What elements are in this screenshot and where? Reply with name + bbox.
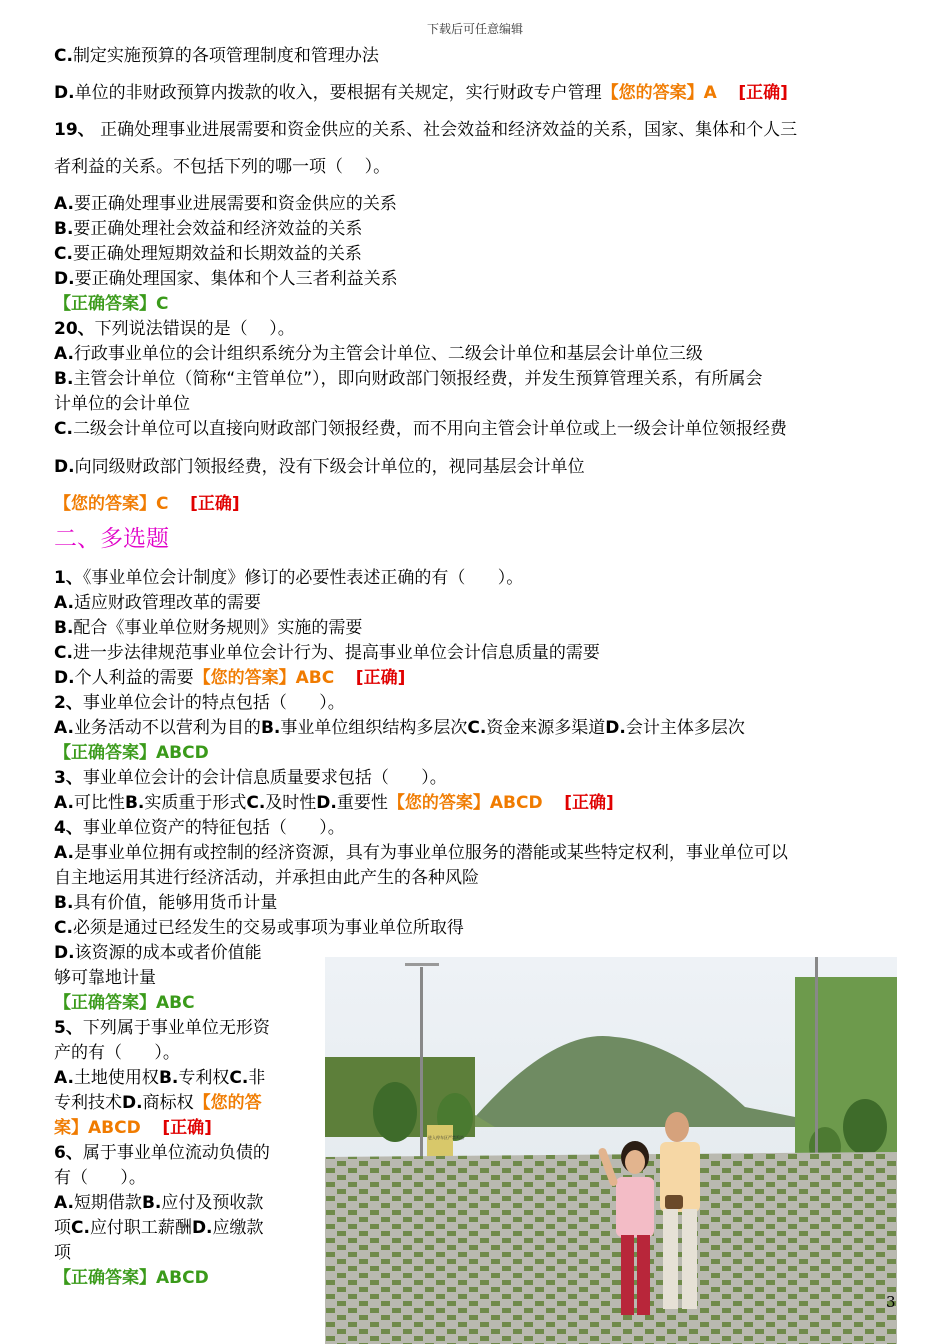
text-run: A. xyxy=(54,344,74,364)
text-run: 应付及预收款 xyxy=(161,1193,264,1213)
text-run: 要正确处理短期效益和长期效益的关系 xyxy=(72,244,362,264)
text-run: C. xyxy=(71,1218,90,1238)
text-line xyxy=(54,816,345,840)
text-run: 专利权 xyxy=(178,1068,230,1088)
text-run: A. xyxy=(54,1068,74,1088)
page-header: 下载后可任意编辑 xyxy=(426,22,523,36)
text-line xyxy=(54,492,240,516)
text-line xyxy=(54,1141,270,1165)
text-run: C. xyxy=(54,46,73,66)
text-line xyxy=(54,455,585,479)
text-run: 1、 xyxy=(54,568,83,588)
correct-mark: [正确] xyxy=(738,83,788,103)
text-run xyxy=(141,1118,163,1138)
text-run: A. xyxy=(54,194,74,214)
text-run xyxy=(334,668,356,688)
text-run: D. xyxy=(54,83,75,103)
text-run: 属于事业单位流动负债的 xyxy=(82,1143,270,1163)
text-line xyxy=(54,1016,270,1040)
text-run: 事业单位组织结构多层次 xyxy=(280,718,468,738)
text-run: 3、 xyxy=(54,768,83,788)
text-run: 具有价值，能够用货币计量 xyxy=(73,893,278,913)
text-run: C. xyxy=(54,643,73,663)
text-line xyxy=(54,155,390,179)
text-line xyxy=(54,417,787,441)
text-line xyxy=(54,716,745,740)
text-run: D. xyxy=(54,668,75,688)
text-run: A. xyxy=(54,793,74,813)
your-answer-label: 【您的答 xyxy=(193,1093,262,1113)
text-run: 项 xyxy=(54,1218,71,1238)
photo-couple-at-park xyxy=(325,957,897,1344)
text-run: 重要性 xyxy=(336,793,388,813)
text-run: 要正确处理国家、集体和个人三者利益关系 xyxy=(74,269,398,289)
text-run: B. xyxy=(158,1068,179,1088)
text-line xyxy=(54,118,797,142)
photo-sign-text: 进入停车区严禁鸣笛 xyxy=(428,1135,464,1140)
text-run: 20、 xyxy=(54,319,95,339)
text-run: 个人利益的需要 xyxy=(74,668,194,688)
text-line xyxy=(54,1266,209,1290)
text-run: B. xyxy=(54,893,74,913)
text-line xyxy=(54,217,362,241)
correct-answer-label: 【正确答案】ABCD xyxy=(54,743,209,763)
text-run: B. xyxy=(141,1193,162,1213)
text-run: 4、 xyxy=(54,818,83,838)
text-run xyxy=(543,793,565,813)
text-line xyxy=(54,392,190,416)
text-line xyxy=(54,1241,71,1265)
your-answer-label: 【您的答案】A xyxy=(601,83,717,103)
text-line xyxy=(54,841,788,865)
text-line xyxy=(54,666,405,690)
page-number: 3 xyxy=(886,1293,896,1311)
text-run: B. xyxy=(54,219,74,239)
text-run: 正确处理事业进展需要和资金供应的关系、社会效益和经济效益的关系，国家、集体和个人三 xyxy=(94,120,798,140)
correct-mark: [正确] xyxy=(355,668,406,688)
text-run: 2、 xyxy=(54,693,83,713)
text-run: 自主地运用其进行经济活动，并承担由此产生的各种风险 xyxy=(54,868,479,888)
text-run: 该资源的成本或者价值能 xyxy=(74,943,262,963)
text-run: D. xyxy=(54,457,75,477)
text-run: 5、 xyxy=(54,1018,83,1038)
text-run: 向同级财政部门领报经费，没有下级会计单位的，视同基层会计单位 xyxy=(74,457,585,477)
text-run: 下列说法错误的是（ ）。 xyxy=(94,319,295,339)
text-line xyxy=(54,267,398,291)
correct-mark: [正确] xyxy=(564,793,614,813)
text-run: B. xyxy=(54,369,74,389)
text-run: 实质重于形式 xyxy=(144,793,247,813)
text-line xyxy=(54,866,479,890)
text-run: A. xyxy=(54,718,74,738)
photo-illustration xyxy=(325,957,897,1344)
text-run: 是事业单位拥有或控制的经济资源，具有为事业单位服务的潜能或某些特定权利，事业单位可以 xyxy=(73,843,788,863)
your-answer-label: 【您的答案】C xyxy=(54,494,169,514)
text-run: 进一步法律规范事业单位会计行为、提高事业单位会计信息质量的需要 xyxy=(72,643,600,663)
text-run: C. xyxy=(54,918,73,938)
text-run: 下列属于事业单位无形资 xyxy=(82,1018,270,1038)
text-run: D. xyxy=(122,1093,143,1113)
your-answer-label: 【您的答案】ABC xyxy=(193,668,335,688)
text-run: B. xyxy=(54,618,74,638)
your-answer-label: 案】ABCD xyxy=(54,1118,141,1138)
text-run: B. xyxy=(124,793,145,813)
text-line xyxy=(54,691,345,715)
text-line xyxy=(54,916,464,940)
text-run: 够可靠地计量 xyxy=(54,968,156,988)
text-line xyxy=(54,891,277,915)
text-line xyxy=(54,44,379,68)
text-line xyxy=(54,566,523,590)
text-run: 土地使用权 xyxy=(73,1068,159,1088)
text-run: 会计主体多层次 xyxy=(625,718,745,738)
text-line xyxy=(54,242,362,266)
text-line xyxy=(54,1116,212,1140)
text-run: 要正确处理社会效益和经济效益的关系 xyxy=(73,219,363,239)
text-run: 6、 xyxy=(54,1143,83,1163)
text-line xyxy=(54,367,763,391)
text-line xyxy=(54,941,262,965)
text-line xyxy=(54,292,168,316)
text-run: 行政事业单位的会计组织系统分为主管会计单位、二级会计单位和基层会计单位三级 xyxy=(73,344,703,364)
correct-answer-label: 【正确答案】ABC xyxy=(54,993,195,1013)
text-run: 事业单位会计的会计信息质量要求包括（ ）。 xyxy=(82,768,447,788)
text-run: C. xyxy=(54,419,73,439)
text-run: C. xyxy=(229,1068,249,1088)
text-run: D. xyxy=(54,943,75,963)
text-line xyxy=(54,1166,146,1190)
text-run: 配合《事业单位财务规则》实施的需要 xyxy=(73,618,363,638)
text-line xyxy=(54,1216,264,1240)
text-run: A. xyxy=(54,1193,74,1213)
text-line xyxy=(54,766,447,790)
text-run: 项 xyxy=(54,1243,71,1263)
text-run: 专利技术 xyxy=(54,1093,122,1113)
text-run: 二级会计单位可以直接向财政部门领报经费，而不用向主管会计单位或上一级会计单位领报经费 xyxy=(72,419,787,439)
text-run: 计单位的会计单位 xyxy=(54,394,190,414)
text-line xyxy=(54,591,261,615)
text-run: 要正确处理事业进展需要和资金供应的关系 xyxy=(73,194,397,214)
text-run: 事业单位会计的特点包括（ ）。 xyxy=(82,693,345,713)
text-run: A. xyxy=(54,843,74,863)
text-line xyxy=(54,342,703,366)
text-run: 事业单位资产的特征包括（ ）。 xyxy=(82,818,345,838)
text-run: D. xyxy=(191,1218,213,1238)
text-run: C. xyxy=(246,793,266,813)
text-run: 有（ ）。 xyxy=(54,1168,146,1188)
text-line xyxy=(54,1041,180,1065)
text-run: 应付职工薪酬 xyxy=(89,1218,192,1238)
text-line xyxy=(54,317,295,341)
text-run: C. xyxy=(54,244,73,264)
correct-mark: [正确] xyxy=(162,1118,212,1138)
text-line xyxy=(54,1191,263,1215)
text-run: 业务活动不以营利为目的 xyxy=(73,718,261,738)
text-line xyxy=(54,741,209,765)
text-run: 短期借款 xyxy=(73,1193,142,1213)
section-title-multiple-choice: 二、多选题 xyxy=(54,526,169,552)
your-answer-label: 【您的答案】ABCD xyxy=(387,793,543,813)
text-run: 应缴款 xyxy=(212,1218,264,1238)
text-run: D. xyxy=(605,718,626,738)
text-run: 者利益的关系。不包括下列的哪一项（ ）。 xyxy=(54,157,391,177)
text-run: 及时性 xyxy=(265,793,317,813)
text-run: B. xyxy=(260,718,281,738)
text-run: A. xyxy=(54,593,74,613)
text-run: 主管会计单位（简称“主管单位”），即向财政部门领报经费，并发生预算管理关系，有所属会 xyxy=(73,369,763,389)
text-run: 产的有（ ）。 xyxy=(54,1043,180,1063)
correct-mark: [正确] xyxy=(190,494,240,514)
text-run: 必须是通过已经发生的交易或事项为事业单位所取得 xyxy=(72,918,464,938)
text-run: 可比性 xyxy=(73,793,125,813)
text-run: 19、 xyxy=(54,120,95,140)
text-line xyxy=(54,641,600,665)
text-run: 单位的非财政预算内拨款的收入，要根据有关规定，实行财政专户管理 xyxy=(74,83,602,103)
text-line xyxy=(54,791,614,815)
text-line xyxy=(54,991,195,1015)
text-run: D. xyxy=(54,269,75,289)
text-run: 制定实施预算的各项管理制度和管理办法 xyxy=(72,46,379,66)
text-run: C. xyxy=(467,718,487,738)
text-run: 非 xyxy=(248,1068,266,1088)
text-line xyxy=(54,966,156,990)
correct-answer-label: 【正确答案】ABCD xyxy=(54,1268,209,1288)
text-run: D. xyxy=(316,793,337,813)
text-run: 《事业单位会计制度》修订的必要性表述正确的有（ ）。 xyxy=(82,568,524,588)
correct-answer-label: 【正确答案】C xyxy=(54,294,169,314)
text-run: 资金来源多渠道 xyxy=(486,718,606,738)
text-line xyxy=(54,81,788,105)
text-run xyxy=(168,494,190,514)
text-line xyxy=(54,1091,262,1115)
text-line xyxy=(54,1066,265,1090)
text-line xyxy=(54,616,362,640)
text-run xyxy=(717,83,739,103)
text-run: 适应财政管理改革的需要 xyxy=(73,593,261,613)
text-run: 商标权 xyxy=(142,1093,194,1113)
text-line xyxy=(54,192,397,216)
